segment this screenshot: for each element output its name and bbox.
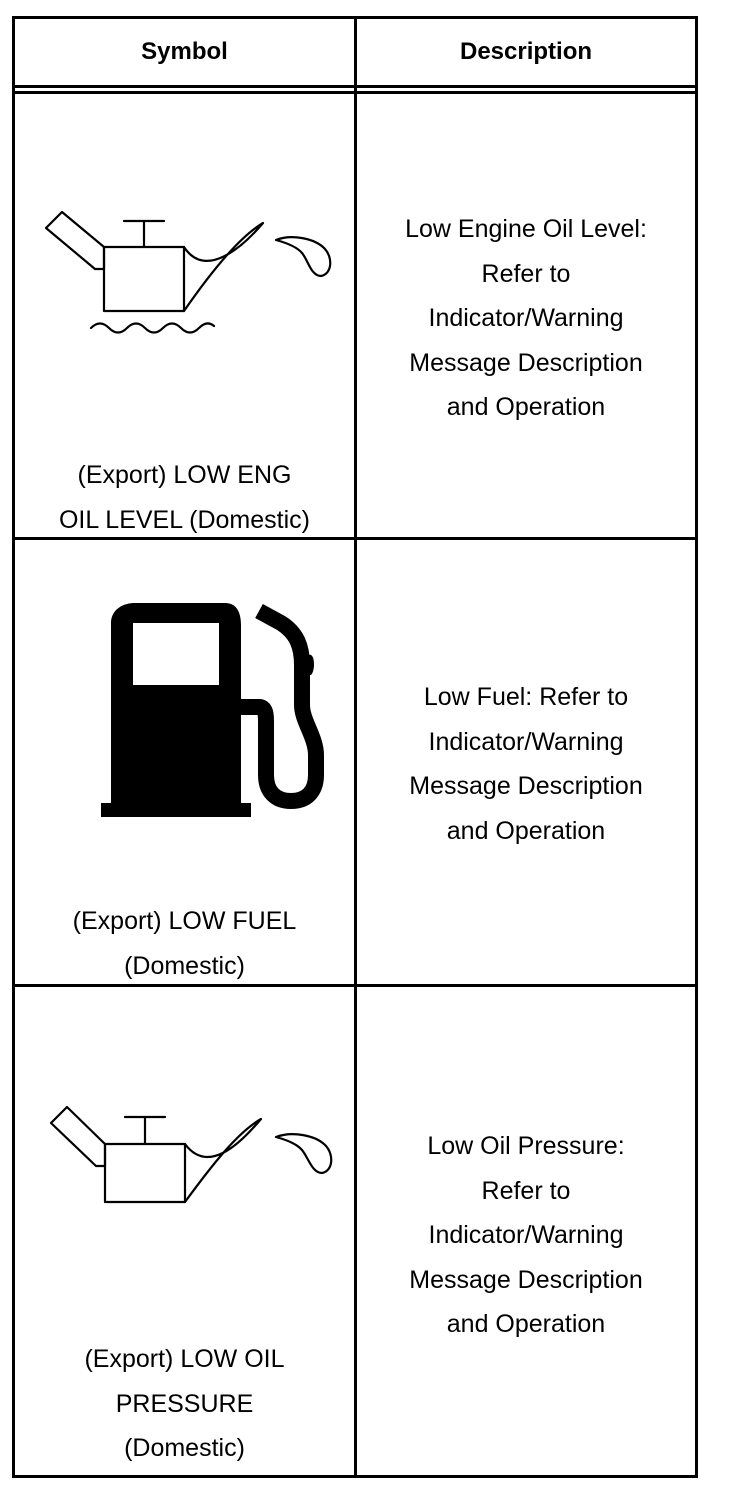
- symbol-table: [12, 16, 698, 1478]
- description-line: and Operation: [446, 816, 606, 845]
- caption-line: (Export) LOW FUEL: [72, 907, 297, 935]
- description-line: Message Description: [409, 772, 643, 800]
- caption-oil-level: [15, 453, 354, 542]
- header-divider: [15, 85, 695, 88]
- description-line: Low Engine Oil Level:: [405, 215, 647, 243]
- description-line: Low Fuel: Refer to: [423, 683, 629, 711]
- description-line: Message Description: [409, 1265, 643, 1294]
- description-line: and Operation: [446, 1310, 606, 1338]
- description-line: Refer to: [481, 1176, 571, 1205]
- caption-line: (Export) LOW OIL: [84, 1345, 285, 1373]
- description-line: Low Oil Pressure:: [427, 1132, 625, 1160]
- description-line: Message Description: [409, 348, 643, 377]
- description-line: Indicator/Warning: [428, 304, 624, 332]
- low-oil-level-icon: [43, 204, 333, 334]
- caption-line: (Domestic): [124, 951, 245, 980]
- header-symbol: Symbol: [141, 38, 228, 65]
- description-line: Indicator/Warning: [428, 727, 624, 756]
- symbol-cell-oil-level: [15, 94, 354, 537]
- caption-line: OIL LEVEL (Domestic): [58, 505, 310, 534]
- description-line: Refer to: [481, 259, 571, 288]
- fuel-pump-icon: [99, 585, 331, 840]
- caption-oil-pressure: [15, 1337, 354, 1471]
- symbol-cell-oil-pressure: [15, 987, 354, 1478]
- caption-line: PRESSURE: [115, 1389, 254, 1418]
- caption-line: (Domestic): [124, 1434, 245, 1462]
- symbol-cell-fuel: [15, 540, 354, 984]
- description-cell-oil-level: [357, 94, 695, 537]
- description-line: Indicator/Warning: [428, 1221, 624, 1249]
- description-cell-oil-pressure: [357, 987, 695, 1478]
- description-cell-fuel: [357, 540, 695, 984]
- header-description: Description: [459, 38, 593, 65]
- caption-fuel: [15, 899, 354, 988]
- description-line: and Operation: [446, 393, 606, 421]
- oil-can-icon: [48, 1099, 338, 1209]
- caption-line: (Export) LOW ENG: [77, 461, 292, 489]
